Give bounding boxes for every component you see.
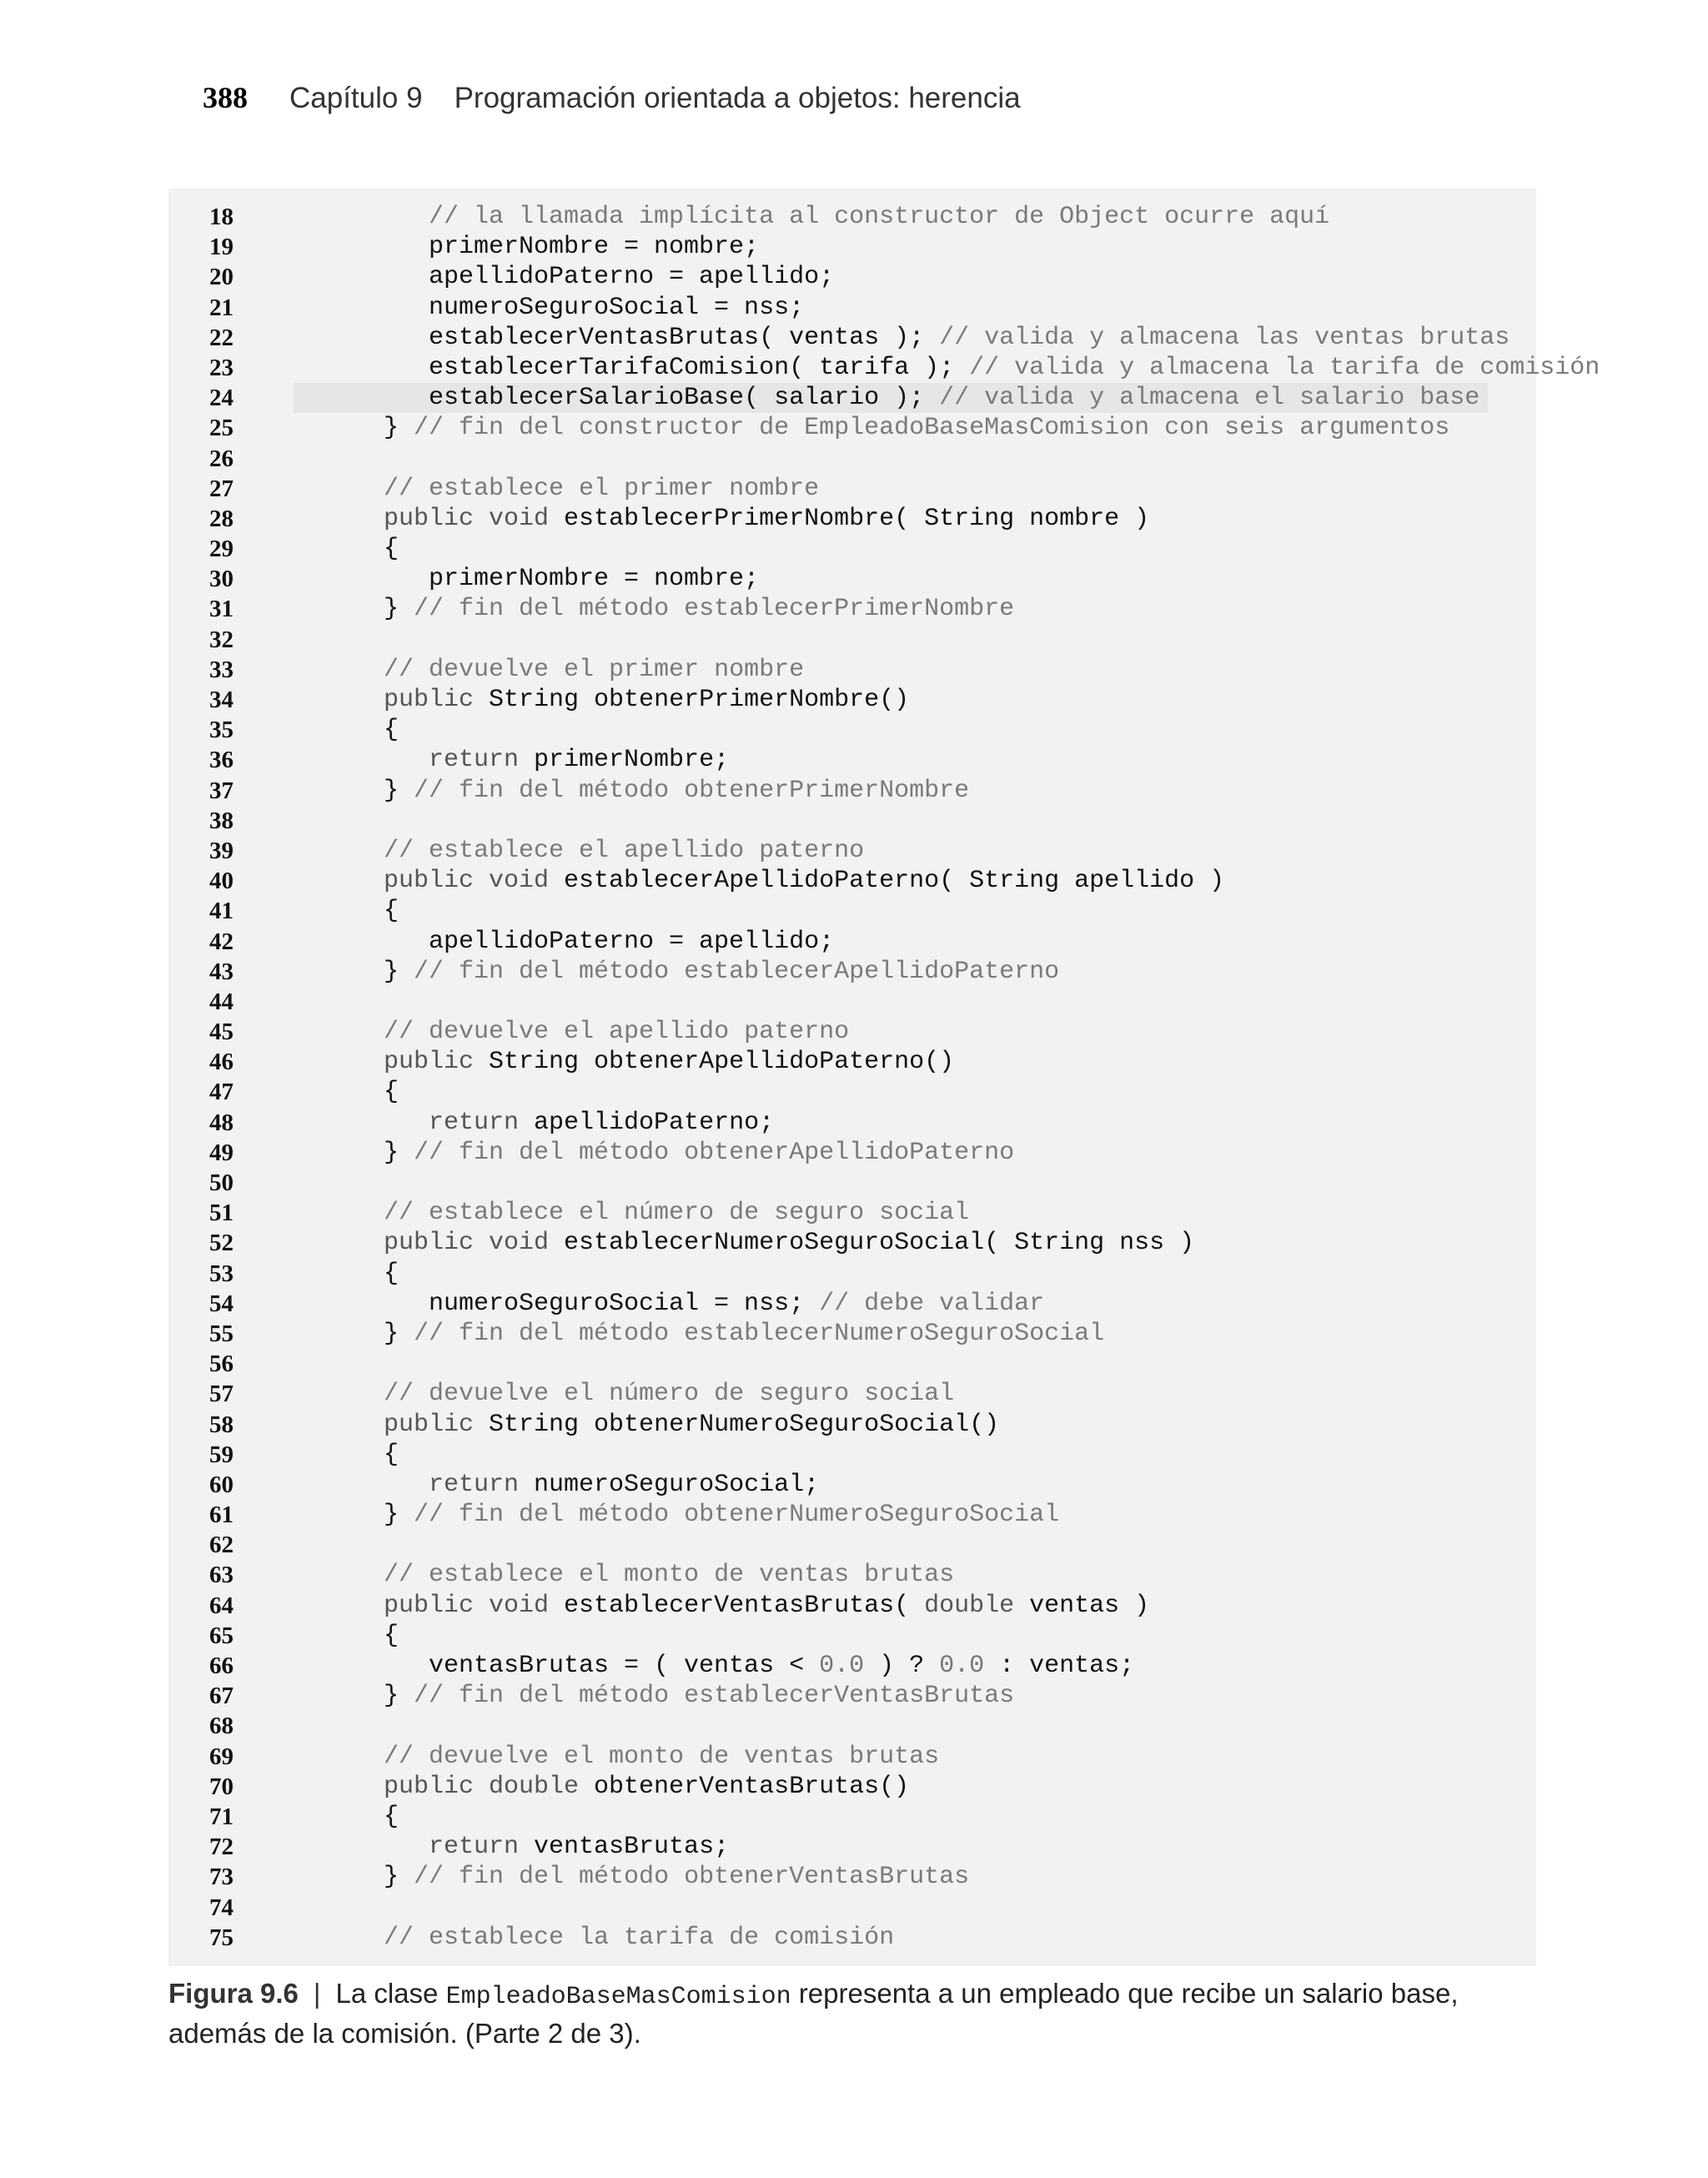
code-line [168,1440,1536,1470]
line-number: 66 [209,1652,234,1679]
code-line [168,625,1536,655]
code-token: { [384,1621,399,1650]
code-text [294,1802,399,1832]
code-text [294,655,804,685]
code-text [294,715,399,745]
code-keyword: public [384,686,490,714]
line-number: 61 [209,1501,234,1529]
code-line [168,1289,1536,1319]
line-number: 50 [209,1169,234,1196]
line-number: 22 [209,324,234,351]
code-text [294,413,1449,443]
code-text [294,1047,954,1077]
code-line [168,866,1536,896]
line-number: 38 [209,807,234,834]
code-comment: // establece el número de seguro social [384,1199,970,1228]
line-number: 32 [209,626,234,653]
line-number: 49 [209,1139,234,1166]
code-line [168,594,1536,624]
code-line [168,957,1536,987]
code-text [294,896,399,926]
code-token: ventasBrutas = ( ventas < [429,1652,820,1680]
code-line [168,1349,1536,1379]
code-text [294,262,834,292]
code-comment: // fin del método obtenerApellidoPaterno [414,1138,1015,1167]
caption-separator: | [313,1978,321,2009]
code-line [168,1742,1536,1772]
code-line [168,1047,1536,1077]
code-token: ventas ) [1029,1591,1150,1620]
code-keyword: return [429,746,535,775]
line-number: 57 [209,1381,234,1408]
code-line [168,444,1536,474]
code-token: } [384,1319,414,1348]
code-text [294,1832,729,1862]
page-header [203,80,1021,115]
code-text [294,957,1059,987]
code-text [294,1379,954,1409]
code-token: } [384,1501,414,1530]
code-comment: // fin del método obtenerNumeroSeguroSocial [414,1501,1060,1530]
code-line [168,1017,1536,1047]
page-number: 388 [203,81,248,114]
code-token: primerNombre; [534,746,730,775]
code-token: } [384,957,414,986]
line-number: 68 [209,1713,234,1740]
line-number: 41 [209,898,234,925]
line-number: 62 [209,1532,234,1559]
code-text [294,1500,1059,1530]
code-token: } [384,1138,414,1167]
code-comment: // la llamada implícita al constructor de Object ocurre aquí [429,203,1330,231]
code-comment: // valida y almacena la tarifa de comisión [969,353,1600,382]
code-line [168,1923,1536,1953]
line-number: 63 [209,1562,234,1589]
code-line [168,745,1536,775]
code-comment: // debe validar [819,1289,1045,1318]
code-keyword: return [429,1833,535,1862]
code-line [168,1621,1536,1651]
code-text [294,1651,1134,1681]
code-line [168,836,1536,866]
code-line [168,353,1600,383]
code-text [294,1108,774,1138]
code-line [168,232,1536,262]
code-text [294,866,1224,896]
line-number: 30 [209,566,234,593]
line-number: 53 [209,1260,234,1287]
code-line [168,1108,1536,1138]
code-text [294,1319,1104,1349]
code-token: } [384,1863,414,1892]
line-number: 46 [209,1049,234,1076]
code-token: establecerVentasBrutas( [564,1591,925,1620]
code-text [294,293,804,323]
code-token: establecerVentasBrutas( ventas ); [429,323,940,352]
code-text [294,1862,969,1892]
code-token: establecerApellidoPaterno( String apellido ) [564,867,1225,896]
line-number: 19 [209,234,234,261]
caption-class-name: EmpleadoBaseMasComision [445,1983,791,2011]
code-comment: // devuelve el monto de ventas brutas [384,1742,940,1771]
code-line [168,504,1536,534]
code-line [168,806,1536,836]
code-token: { [384,716,399,745]
code-text [294,594,1014,624]
line-number: 37 [209,777,234,804]
code-line [168,323,1536,353]
code-text [294,202,1329,232]
line-number: 40 [209,868,234,895]
line-number: 47 [209,1079,234,1106]
code-token: primerNombre = nombre; [429,233,760,262]
code-text [294,1560,954,1590]
code-text [294,836,864,866]
code-text [294,1470,819,1500]
line-number: 48 [209,1109,234,1136]
code-token: ventasBrutas; [534,1833,730,1862]
code-keyword: public void [384,867,565,896]
code-token: } [384,414,414,443]
code-line [168,1228,1536,1258]
code-line [168,1259,1536,1289]
code-line [168,1772,1536,1802]
code-line [168,1591,1536,1621]
code-line [168,1560,1536,1590]
code-keyword: return [429,1470,535,1499]
code-text [294,564,759,594]
code-text [294,383,1488,413]
line-number: 29 [209,536,234,563]
code-text [294,1621,399,1651]
code-text [294,1289,1044,1319]
code-token: establecerTarifaComision( tarifa ); [429,353,970,382]
code-text [294,1017,849,1047]
code-line [168,1893,1536,1923]
code-token: { [384,1440,399,1469]
code-text [294,323,1510,353]
code-line [168,1862,1536,1892]
code-keyword: double [924,1591,1030,1620]
code-token: } [384,776,414,805]
code-token: obtenerVentasBrutas() [594,1772,910,1801]
code-text [294,1681,1014,1711]
line-number: 42 [209,928,234,955]
line-number: 55 [209,1320,234,1347]
code-token: apellidoPaterno; [534,1108,775,1137]
code-line [168,1681,1536,1711]
code-line [168,1319,1536,1349]
code-keyword: public void [384,1229,565,1258]
code-comment: // devuelve el primer nombre [384,655,805,684]
code-line [168,1138,1536,1168]
code-line [168,1077,1536,1107]
line-number: 39 [209,837,234,864]
code-token: apellidoPaterno = apellido; [429,927,835,956]
code-text [294,1198,969,1228]
code-comment: // devuelve el número de seguro social [384,1380,955,1409]
code-comment: // fin del método establecerVentasBrutas [414,1682,1015,1711]
line-number: 56 [209,1351,234,1378]
code-token: numeroSeguroSocial; [534,1470,820,1499]
code-line [168,987,1536,1017]
line-number: 43 [209,958,234,985]
code-token: numeroSeguroSocial = nss; [429,1289,820,1318]
code-line [168,896,1536,926]
code-text [294,1410,999,1440]
code-line [168,202,1536,232]
code-line [168,1410,1536,1440]
code-text [294,776,969,806]
code-token: primerNombre = nombre; [429,565,760,594]
code-comment: // fin del método establecerApellidoPaterno [414,957,1060,986]
caption-text-before: La clase [335,1978,446,2009]
line-number: 52 [209,1230,234,1257]
code-token: { [384,535,399,564]
code-text [294,353,1600,383]
code-comment: // valida y almacena el salario base [939,384,1480,413]
line-number: 65 [209,1622,234,1649]
code-line [168,1530,1536,1560]
code-comment: // establece el apellido paterno [384,836,865,865]
line-number: 74 [209,1894,234,1921]
code-text [294,1591,1149,1621]
code-text [294,474,819,504]
code-text [294,1440,399,1470]
code-line [168,1470,1536,1500]
code-line [168,1198,1536,1228]
code-comment: // valida y almacena las ventas brutas [939,323,1510,352]
line-number: 67 [209,1683,234,1710]
line-number: 31 [209,596,234,623]
chapter-title: Programación orientada a objetos: herencia [454,82,1021,114]
code-text [294,1138,1014,1168]
code-comment: // devuelve el apellido paterno [384,1018,850,1047]
code-token: } [384,595,414,624]
line-number: 59 [209,1441,234,1468]
code-token: apellidoPaterno = apellido; [429,263,835,292]
figure-caption [168,1975,1536,2052]
code-line [168,474,1536,504]
code-line [168,776,1536,806]
line-number: 44 [209,988,234,1015]
code-text [294,1742,939,1772]
code-comment: // fin del método obtenerVentasBrutas [414,1863,970,1892]
line-number: 25 [209,415,234,442]
caption-text-after: representa a un empleado que recibe un salario base, además de la comisión. (Parte 2 de 3). [168,1978,1459,2049]
line-number: 69 [209,1743,234,1770]
code-line [168,1832,1536,1862]
code-text [294,927,834,957]
line-number: 35 [209,717,234,744]
line-number: 28 [209,505,234,532]
code-token: establecerNumeroSeguroSocial( String nss ) [564,1229,1195,1258]
code-keyword: public [384,1410,490,1439]
figure-label: Figura 9.6 [168,1978,299,2009]
code-line [168,927,1536,957]
code-comment: // fin del método obtenerPrimerNombre [414,776,970,805]
code-number: 0.0 [819,1652,865,1680]
code-keyword: public void [384,504,565,533]
code-token: String obtenerApellidoPaterno() [489,1048,955,1077]
code-comment: // establece el primer nombre [384,474,820,503]
code-line [168,293,1536,323]
code-comment: // establece la tarifa de comisión [384,1923,895,1952]
line-number: 73 [209,1864,234,1891]
line-number: 26 [209,445,234,472]
code-text [294,1923,894,1953]
code-token: ) ? [864,1652,940,1680]
code-line [168,564,1536,594]
line-number: 58 [209,1411,234,1438]
line-number: 72 [209,1833,234,1861]
line-number: 18 [209,204,234,230]
code-line [168,534,1536,564]
code-listing [168,189,1600,1966]
code-text [294,1228,1194,1258]
code-keyword: public void [384,1591,565,1620]
code-text [294,1772,909,1802]
line-number: 23 [209,354,234,381]
line-number: 51 [209,1200,234,1227]
code-line [168,1500,1536,1530]
code-line [168,685,1536,715]
code-token: { [384,1259,399,1288]
code-token: String obtenerPrimerNombre() [489,686,910,714]
line-number: 75 [209,1924,234,1951]
code-text [294,1077,399,1107]
code-token: { [384,1802,399,1831]
line-number: 27 [209,475,234,502]
code-keyword: public double [384,1772,595,1801]
code-line [168,715,1536,745]
code-keyword: public [384,1048,490,1077]
line-number: 54 [209,1290,234,1317]
code-number: 0.0 [939,1652,985,1680]
line-number: 60 [209,1471,234,1498]
code-token: : ventas; [984,1652,1135,1680]
line-number: 36 [209,747,234,774]
line-number: 33 [209,656,234,683]
code-text [294,745,729,775]
chapter-label: Capítulo 9 [289,82,423,114]
code-token: } [384,1682,414,1711]
code-comment: // establece el monto de ventas brutas [384,1561,955,1590]
code-text [294,232,759,262]
line-number: 71 [209,1803,234,1830]
line-number: 21 [209,294,234,321]
code-line [168,1802,1536,1832]
line-number: 70 [209,1773,234,1800]
code-line [168,262,1536,292]
code-token: { [384,1078,399,1107]
line-number: 34 [209,687,234,713]
code-text [294,685,909,715]
code-token: numeroSeguroSocial = nss; [429,293,805,322]
code-line [168,1168,1536,1198]
code-line [168,1711,1536,1741]
line-number: 45 [209,1019,234,1046]
code-token: String obtenerNumeroSeguroSocial() [489,1410,1000,1439]
code-line [168,1651,1536,1681]
code-token: establecerSalarioBase( salario ); [429,384,940,413]
line-number: 24 [209,385,234,412]
code-token: establecerPrimerNombre( String nombre ) [564,504,1150,533]
code-comment: // fin del constructor de EmpleadoBaseMasComision con seis argumentos [414,414,1450,443]
code-comment: // fin del método establecerPrimerNombre [414,595,1015,624]
line-number: 20 [209,264,234,291]
code-keyword: return [429,1108,535,1137]
code-line [168,1379,1536,1409]
code-line [168,413,1536,443]
code-token: { [384,897,399,926]
code-text [294,1259,399,1289]
code-text [294,504,1149,534]
code-comment: // fin del método establecerNumeroSeguroSocial [414,1319,1105,1348]
line-number: 64 [209,1592,234,1619]
code-text [294,534,399,564]
code-line [168,383,1536,413]
code-line [168,655,1536,685]
